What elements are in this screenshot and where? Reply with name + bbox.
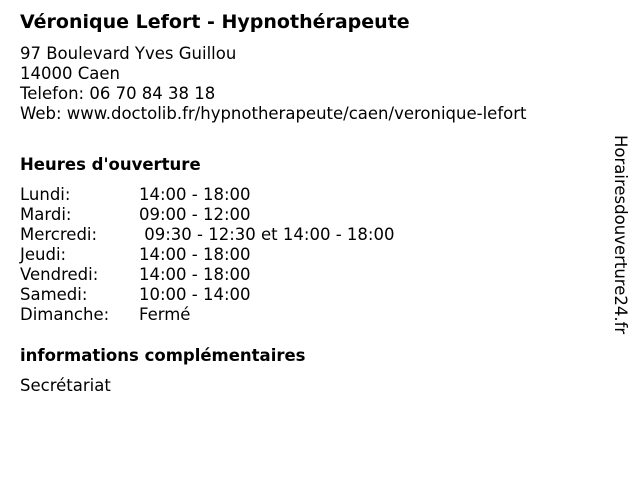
- hours-row-saturday: [20, 285, 600, 305]
- address-street: 97 Boulevard Yves Guillou: [20, 44, 237, 63]
- time-value: Fermé: [139, 305, 191, 324]
- day-label: Samedi:: [20, 285, 88, 304]
- hours-row-thursday: [20, 245, 600, 265]
- hours-row-wednesday: [20, 225, 600, 245]
- time-value: 14:00 - 18:00: [139, 245, 251, 264]
- day-label: Jeudi:: [20, 245, 67, 264]
- additional-info-heading: informations complémentaires: [20, 346, 306, 365]
- hours-row-sunday: [20, 305, 600, 325]
- time-value: 14:00 - 18:00: [139, 265, 251, 284]
- business-name: Véronique Lefort - Hypnothérapeute: [20, 11, 410, 33]
- day-label: Lundi:: [20, 185, 71, 204]
- time-value: 09:30 - 12:30 et 14:00 - 18:00: [139, 225, 395, 244]
- business-card: [20, 10, 600, 396]
- day-label: Vendredi:: [20, 265, 99, 284]
- additional-info-text: Secrétariat: [20, 376, 111, 395]
- phone-number: Telefon: 06 70 84 38 18: [20, 84, 216, 103]
- hours-row-tuesday: [20, 205, 600, 225]
- day-label: Dimanche:: [20, 305, 110, 324]
- website-link: Web: www.doctolib.fr/hypnotherapeute/caen/veronique-lefort: [20, 104, 527, 123]
- site-watermark: Horairesdouverture24.fr: [611, 135, 630, 335]
- time-value: 10:00 - 14:00: [139, 285, 251, 304]
- time-value: 09:00 - 12:00: [139, 205, 251, 224]
- opening-hours-table: [20, 185, 600, 325]
- day-label: Mardi:: [20, 205, 72, 224]
- hours-row-friday: [20, 265, 600, 285]
- time-value: 14:00 - 18:00: [139, 185, 251, 204]
- address-city: 14000 Caen: [20, 64, 120, 83]
- opening-hours-heading: Heures d'ouverture: [20, 155, 201, 174]
- day-label: Mercredi:: [20, 225, 98, 244]
- hours-row-monday: [20, 185, 600, 205]
